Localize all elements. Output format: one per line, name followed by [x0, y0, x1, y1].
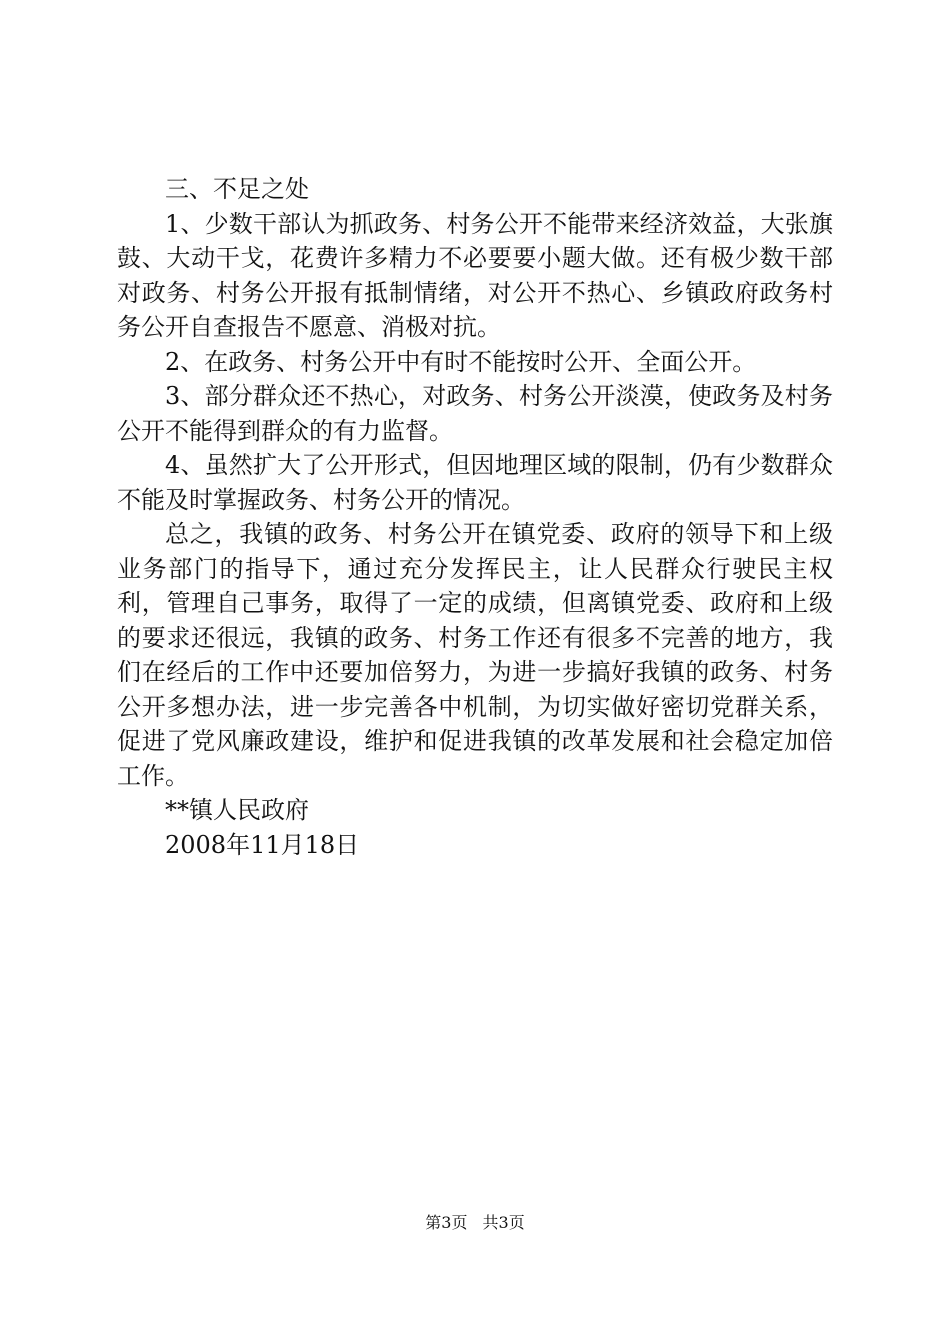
paragraph-point-2: 2、在政务、村务公开中有时不能按时公开、全面公开。 [165, 347, 757, 376]
page-total: 共3页 [482, 1213, 525, 1232]
page-footer [0, 1212, 950, 1234]
section-heading: 三、不足之处 [165, 175, 309, 203]
paragraph-summary: 总之，我镇的政务、村务公开在镇党委、政府的领导下和上级业务部门的指导下，通过充分发挥民主，让人民群众行驶民主权利，管理自己事务，取得了一定的成绩，但离镇党委、政府和上级的要求还很远，我镇的政务、村务工作还有很多不完善的地方，我们在经后的工作中还要加倍努力，为进一步搞好我镇的政务、村务公开多想办法，进一步完善各中机制，为切实做好密切党群关系，促进了党风廉政建设，维护和促进我镇的改革发展和社会稳定加倍工作。 [117, 520, 833, 790]
paragraph-point-1: 1、少数干部认为抓政务、村务公开不能带来经济效益，大张旗鼓、大动干戈，花费许多精力不必要要小题大做。还有极少数干部对政务、村务公开报有抵制情绪，对公开不热心、乡镇政府政务村务公开自查报告不愿意、消极对抗。 [117, 209, 833, 341]
document-body [117, 172, 833, 862]
paragraph-point-4: 4、虽然扩大了公开形式，但因地理区域的限制，仍有少数群众不能及时掌握政务、村务公开的情况。 [117, 451, 833, 514]
signature-date: 2008年11月18日 [165, 830, 360, 859]
page-number: 第3页 [425, 1213, 468, 1232]
signature-organization: **镇人民政府 [165, 796, 309, 824]
paragraph-point-3: 3、部分群众还不热心，对政务、村务公开淡漠，使政务及村务公开不能得到群众的有力监督。 [117, 382, 833, 445]
